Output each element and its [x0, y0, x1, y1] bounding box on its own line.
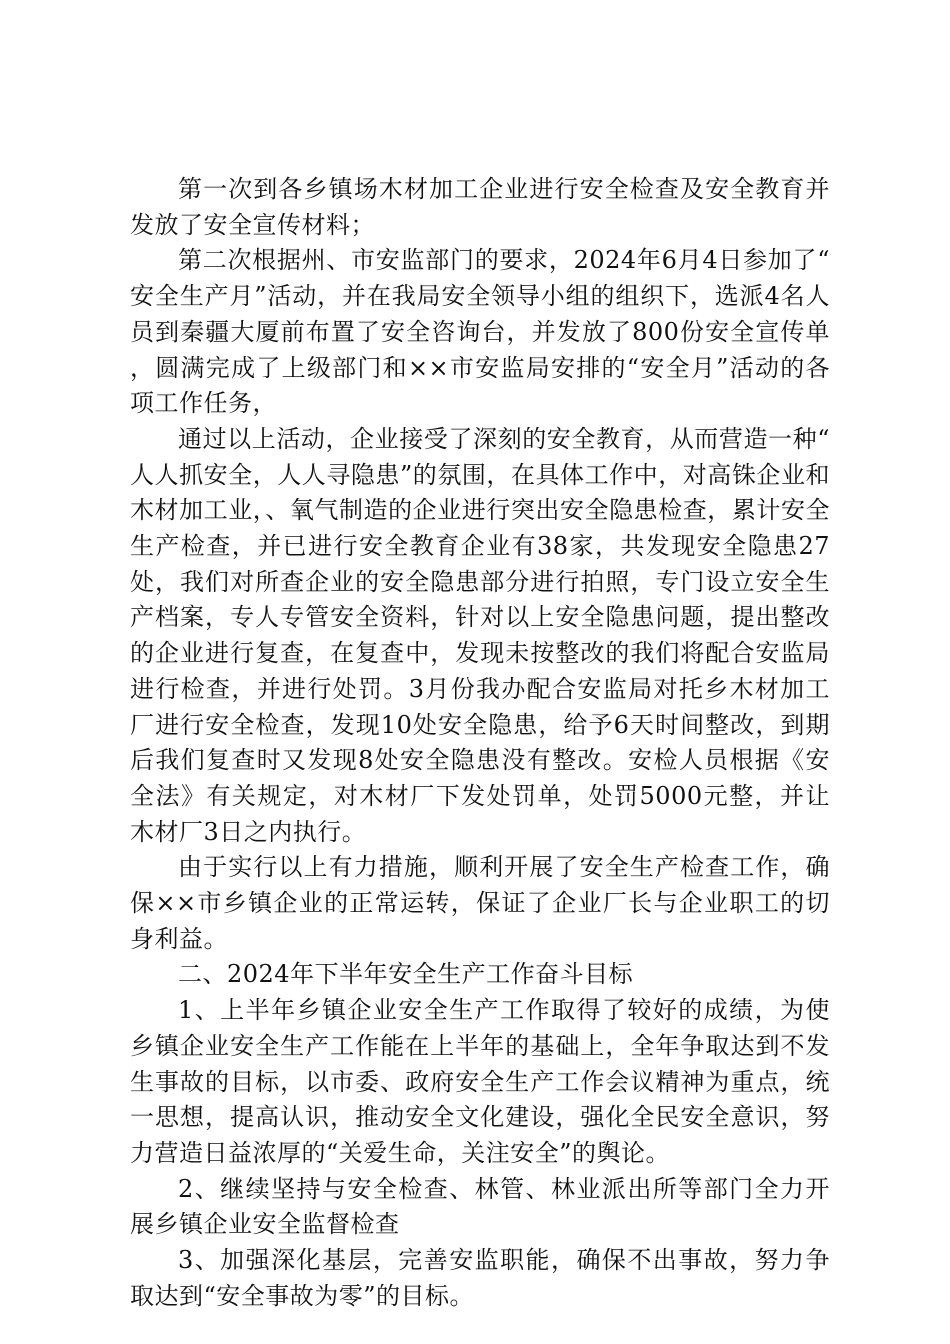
paragraph-goal-2: 2、继续坚持与安全检查、林管、林业派出所等部门全力开展乡镇企业安全监督检查 — [130, 1174, 830, 1239]
paragraph-inspection-results: 通过以上活动，企业接受了深刻的安全教育，从而营造一种“人人抓安全，人人寻隐患”的氛围，在具体工作中，对高铢企业和木材加工业，、氧气制造的企业进行突出安全隐患检查，累计安全生产检查，并已进行安全教育企业有38家，共发现安全隐患27处，我们对所查企业的安全隐患部分进行拍照，专门设立安全生产档案，专人专管安全资料，针对以上安全隐患问题，提出整改的企业进行复查，在复查中，发现未按整改的我们将配合安监局进行检查，并进行处罚。3月份我办配合安监局对托乡木材加工厂进行安全检查，发现10处安全隐患，给予6天时间整改，到期后我们复查时又发现8处安全隐患没有整改。安检人员根据《安全法》有关规定，对木材厂下发处罚单，处罚5000元整，并让木材厂3日之内执行。 — [130, 424, 830, 846]
section-heading-goals: 二、2024年下半年安全生产工作奋斗目标 — [178, 960, 634, 989]
paragraph-goal-3: 3、加强深化基层，完善安监职能，确保不出事故，努力争取达到“安全事故为零”的目标。 — [130, 1246, 830, 1310]
paragraph-first-inspection: 第一次到各乡镇场木材加工企业进行安全检查及安全教育并发放了安全宣传材料； — [130, 175, 830, 239]
paragraph-measures-outcome: 由于实行以上有力措施，顺利开展了安全生产检查工作，确保××市乡镇企业的正常运转，保证了企业厂长与企业职工的切身利益。 — [130, 853, 830, 953]
document-page — [130, 172, 830, 1315]
paragraph-safety-month: 第二次根据州、市安监部门的要求，2024年6月4日参加了“安全生产月”活动，并在我局安全领导小组的组织下，选派4名人员到秦疆大厦前布置了安全咨询台，并发放了800份安全宣传单，圆满完成了上级部门和××市安监局安排的“安全月”活动的各项工作任务， — [130, 246, 830, 418]
paragraph-goal-1: 1、上半年乡镇企业安全生产工作取得了较好的成绩，为使乡镇企业安全生产工作能在上半年的基础上，全年争取达到不发生事故的目标，以市委、政府安全生产工作会议精神为重点，统一思想，提高认识，推动安全文化建设，强化全民安全意识，努力营造日益浓厚的“关爱生命，关注安全”的舆论。 — [130, 996, 830, 1167]
